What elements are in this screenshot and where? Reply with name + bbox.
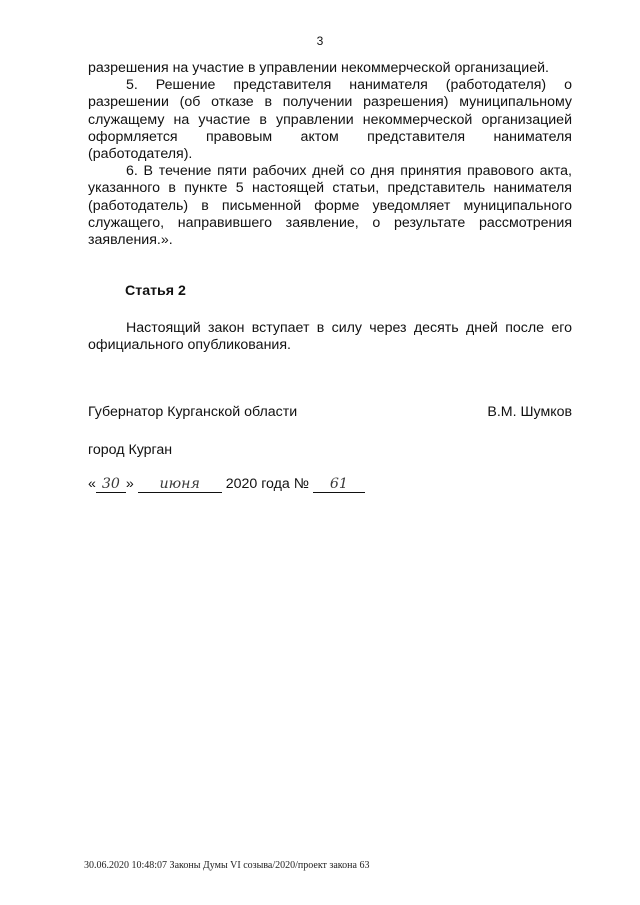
signatory-name: В.М. Шумков <box>487 404 572 420</box>
final-paragraph: Настоящий закон вступает в силу через десять дней после его официального опубликования. <box>88 320 572 354</box>
paragraph-item-5: 5. Решение представителя нанимателя (работодателя) о разрешении (об отказе в получении разрешения) муниципальному служащему на участие в управлении некоммерческой организацией оформляется правовым актом представителя нанимателя (работодателя). <box>88 77 572 163</box>
date-month-handwritten: июня <box>138 477 222 493</box>
document-footer: 30.06.2020 10:48:07 Законы Думы VI созыва/2020/проект закона 63 <box>84 860 370 871</box>
date-open-quote: « <box>88 476 96 492</box>
signatory-position: Губернатор Курганской области <box>88 404 298 420</box>
article-body <box>88 60 572 249</box>
paragraph-continuation: разрешения на участие в управлении некоммерческой организацией. <box>88 60 549 76</box>
date-line <box>88 476 365 493</box>
date-day-handwritten: 30 <box>96 477 126 493</box>
article-heading: Статья 2 <box>125 283 186 299</box>
city-line: город Курган <box>88 442 173 458</box>
law-number-handwritten: 61 <box>313 477 365 493</box>
page-number: 3 <box>316 34 324 48</box>
paragraph-item-6: 6. В течение пяти рабочих дней со дня принятия правового акта, указанного в пункте 5 настоящей статьи, представитель нанимателя (работодатель) в письменной форме уведомляет муниципального служащего, направившего заявление, о результате рассмотрения заявления.». <box>88 163 572 249</box>
date-year-text: 2020 года № <box>225 476 309 492</box>
date-close-quote: » <box>125 476 134 492</box>
